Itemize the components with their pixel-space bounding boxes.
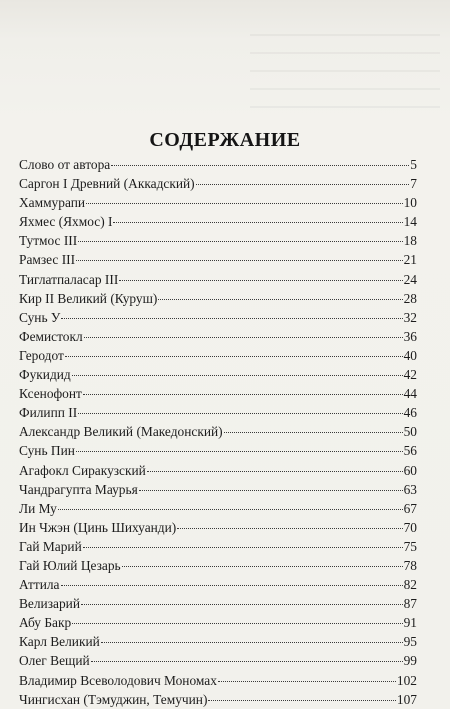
toc-entry-title: Филипп II [19,405,78,421]
dot-leader [119,279,402,281]
toc-entry-title: Ин Чжэн (Цинь Шихуанди) [19,519,177,535]
dot-leader [72,622,402,624]
toc-entry-title: Сунь У [19,309,61,325]
toc-entry-page-number: 28 [403,290,417,306]
dot-leader [139,489,403,491]
toc-entry-title: Карл Великий [19,634,100,650]
toc-entry-title: Александр Великий (Македонский) [19,424,223,440]
dot-leader [208,699,395,701]
toc-entry-title: Чингисхан (Тэмуджин, Темучин) [19,691,208,707]
toc-entry [19,690,417,709]
page-title: СОДЕРЖАНИЕ [149,129,301,151]
dot-leader [177,527,402,529]
toc-entry [19,499,417,518]
dot-leader [83,393,403,395]
dot-leader [78,240,402,242]
toc-entry-title: Тутмос III [19,233,78,249]
toc-entry [19,250,417,269]
show-through-line [250,52,440,54]
dot-leader [101,641,403,643]
toc-entry [19,174,417,193]
toc-entry-title: Ксенофонт [19,386,82,402]
toc-entry-page-number: 95 [403,634,417,650]
toc-entry-page-number: 50 [403,424,417,440]
dot-leader [91,660,403,662]
dot-leader [218,680,396,682]
toc-entry-page-number: 75 [403,538,417,554]
table-of-contents [19,155,417,709]
toc-entry-title: Агафокл Сиракузский [19,462,146,478]
toc-entry-page-number: 82 [403,577,417,593]
toc-entry-page-number: 87 [403,596,417,612]
toc-entry-title: Чандрагупта Маурья [19,481,138,497]
dot-leader [122,565,403,567]
dot-leader [83,546,403,548]
toc-entry-title: Олег Вещий [19,653,90,669]
toc-entry-page-number: 32 [403,309,417,325]
toc-entry [19,308,417,327]
toc-entry-page-number: 70 [403,519,417,535]
toc-entry-title: Тиглатпаласар III [19,271,119,287]
toc-entry-page-number: 46 [403,405,417,421]
dot-leader [113,221,402,223]
toc-entry-title: Гай Юлий Цезарь [19,557,121,573]
toc-entry-title: Владимир Всеволодович Мономах [19,672,217,688]
dot-leader [224,431,403,433]
toc-entry-page-number: 67 [403,500,417,516]
toc-entry [19,212,417,231]
dot-leader [86,202,403,204]
toc-entry-page-number: 63 [403,481,417,497]
toc-entry-page-number: 18 [403,233,417,249]
toc-entry-title: Кир II Великий (Куруш) [19,290,158,306]
toc-entry [19,346,417,365]
toc-entry-page-number: 42 [403,367,417,383]
dot-leader [111,164,409,166]
toc-entry-title: Гай Марий [19,538,82,554]
toc-entry-page-number: 7 [410,176,417,192]
dot-leader [76,259,403,261]
toc-entry [19,365,417,384]
toc-entry-page-number: 10 [403,195,417,211]
toc-entry [19,651,417,670]
toc-entry-page-number: 40 [403,347,417,363]
toc-entry [19,441,417,460]
toc-entry [19,556,417,575]
toc-entry-title: Абу Бакр [19,615,72,631]
toc-entry [19,480,417,499]
toc-entry-title: Саргон I Древний (Аккадский) [19,176,195,192]
dot-leader [58,508,403,510]
toc-entry-page-number: 44 [403,386,417,402]
toc-entry-title: Хаммурапи [19,195,86,211]
toc-entry-title: Сунь Пин [19,443,75,459]
toc-entry [19,594,417,613]
toc-entry [19,632,417,651]
toc-entry-title: Яхмес (Яхмос) I [19,214,113,230]
toc-entry-page-number: 91 [403,615,417,631]
show-through-line [250,88,440,90]
toc-entry [19,575,417,594]
dot-leader [78,412,402,414]
toc-entry-page-number: 60 [403,462,417,478]
toc-entry [19,537,417,556]
toc-entry [19,403,417,422]
toc-entry [19,270,417,289]
dot-leader [61,317,402,319]
toc-entry-title: Велизарий [19,596,80,612]
show-through-line [250,70,440,72]
toc-entry-page-number: 107 [396,691,417,707]
show-through-line [250,34,440,36]
toc-entry [19,193,417,212]
toc-entry [19,613,417,632]
toc-entry-title: Геродот [19,347,64,363]
toc-entry-title: Слово от автора [19,157,111,172]
toc-entry-page-number: 78 [403,557,417,573]
toc-entry [19,327,417,346]
toc-entry [19,231,417,250]
toc-entry-page-number: 24 [403,271,417,287]
dot-leader [76,450,403,452]
dot-leader [81,603,403,605]
toc-entry-page-number: 5 [410,157,417,172]
toc-entry-page-number: 99 [403,653,417,669]
dot-leader [147,470,403,472]
toc-entry [19,422,417,441]
toc-entry-page-number: 36 [403,328,417,344]
dot-leader [84,336,403,338]
toc-entry-title: Аттила [19,577,60,593]
toc-entry [19,289,417,308]
dot-leader [65,355,403,357]
dot-leader [196,183,410,185]
toc-entry [19,461,417,480]
dot-leader [158,298,402,300]
toc-entry-title: Фемистокл [19,328,83,344]
dot-leader [61,584,403,586]
toc-entry [19,671,417,690]
show-through-line [250,106,440,108]
toc-entry [19,518,417,537]
toc-entry-title: Фукидид [19,367,71,383]
toc-entry [19,384,417,403]
toc-entry-page-number: 102 [396,672,417,688]
toc-entry-page-number: 21 [403,252,417,268]
toc-entry-title: Ли Му [19,500,57,516]
toc-entry-page-number: 14 [403,214,417,230]
toc-entry [19,155,417,174]
dot-leader [72,374,403,376]
toc-entry-title: Рамзес III [19,252,76,268]
toc-entry-page-number: 56 [403,443,417,459]
